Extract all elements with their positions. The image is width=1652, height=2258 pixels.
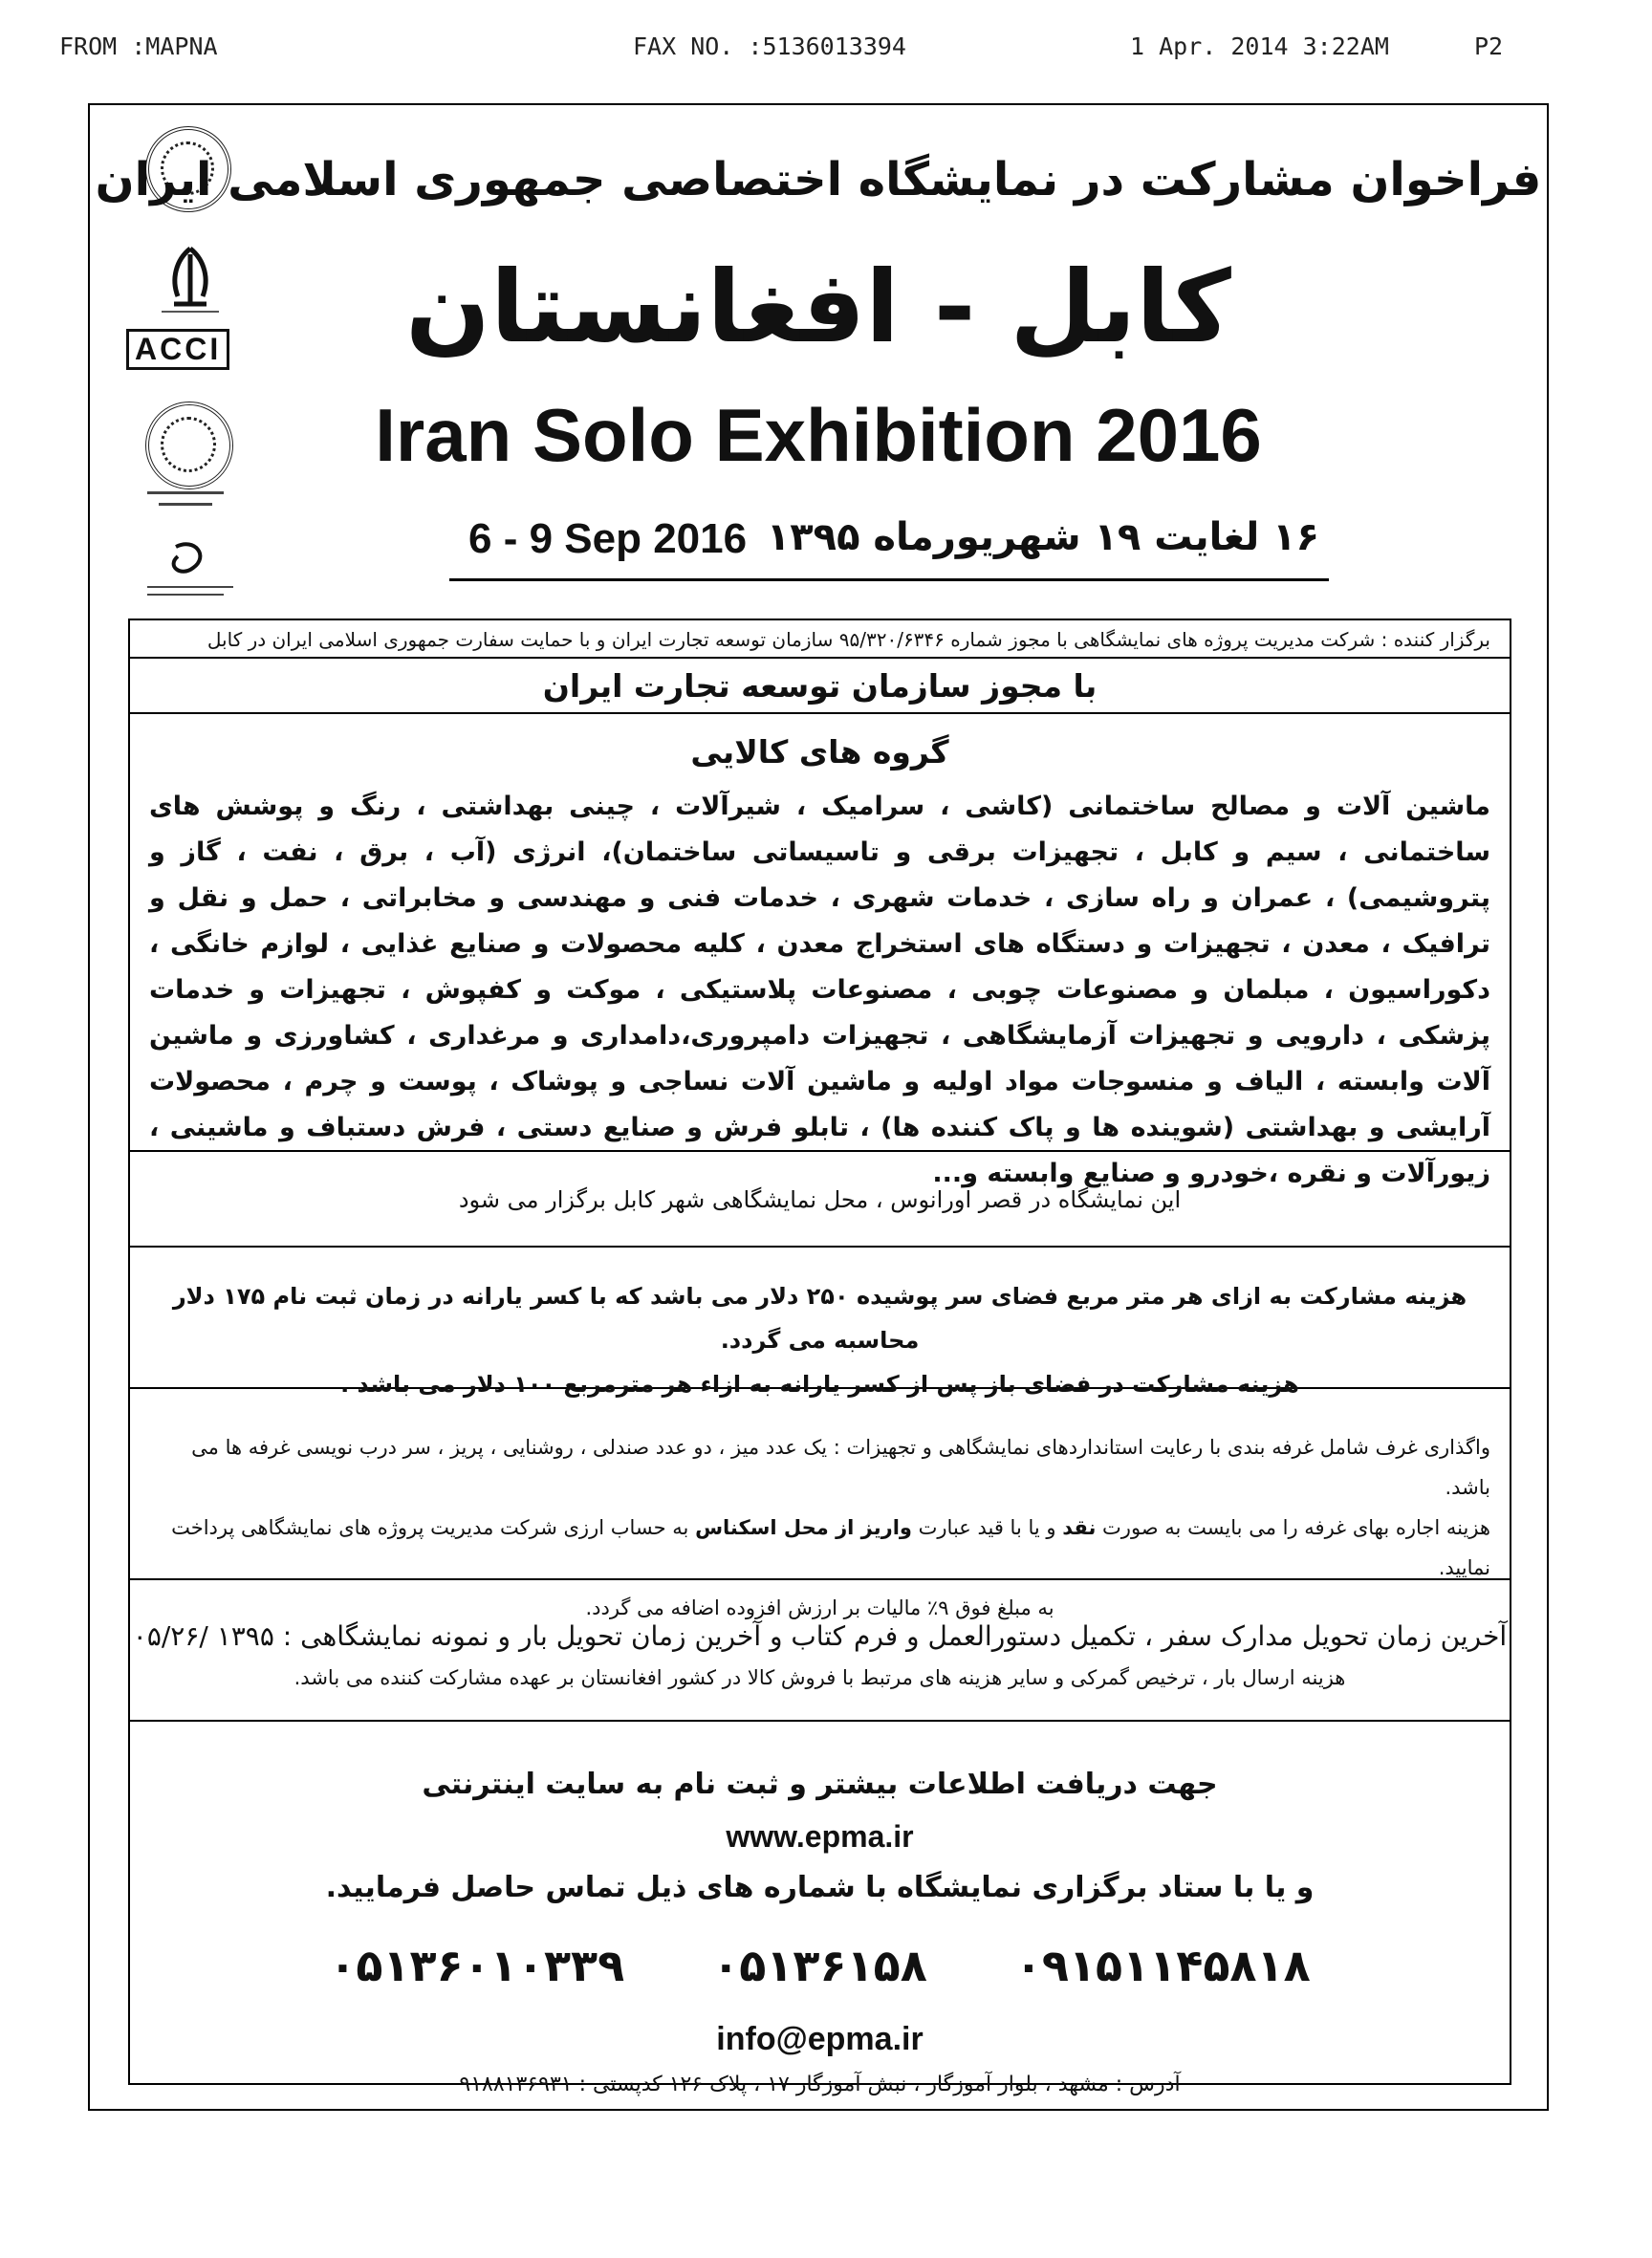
postal-address: آدرس : مشهد ، بلوار آموزگار ، نبش آموزگار ۱۷ ، پلاک ۱۲۶ کدپستی : ۹۱۸۸۱۳۶۹۳۱: [459, 2073, 1181, 2096]
booth-vat: به مبلغ فوق ۹٪ مالیات بر ارزش افزوده اضافه می گردد.: [585, 1596, 1054, 1619]
organizer-line: برگزار کننده : شرکت مدیریت پروژه های نمایشگاهی با مجوز شماره ۹۵/۳۲۰/۶۳۴۶ سازمان توسعه تجارت ایران و با حمایت سفارت جمهوری اسلامی ایران در کابل: [130, 620, 1510, 659]
fax-header: [59, 33, 1512, 67]
acci-logo: ACCI: [119, 329, 262, 386]
phone-number: ۰۹۱۵۱۱۴۵۸۱۸: [1014, 1940, 1311, 1991]
exhibition-dates: [449, 511, 1329, 581]
shipping-costs: هزینه ارسال بار ، ترخیص گمرکی و سایر هزینه های مرتبط با فروش کالا در کشور افغانستان بر عهده مشارکت کننده می باشد.: [293, 1666, 1346, 1689]
city-country-title: کابل - افغانستان: [405, 249, 1231, 365]
deadline-date: آخرین زمان تحویل مدارک سفر ، تکمیل دستورالعمل و فرم کتاب و آخرین زمان تحویل بار و نمونه نمایشگاهی : ۱۳۹۵ /۰۵/۲۶: [132, 1620, 1508, 1652]
company-logo-icon: [119, 537, 262, 614]
fax-from: FROM :MAPNA: [59, 33, 218, 60]
info-sections: [128, 619, 1511, 2096]
contact-intro: جهت دریافت اطلاعات بیشتر و ثبت نام به سایت اینترنتی: [422, 1768, 1218, 1801]
permit-line: با مجوز سازمان توسعه تجارت ایران: [130, 659, 1510, 714]
email-link[interactable]: info@epma.ir: [716, 2021, 924, 2057]
pricing-indoor: هزینه مشارکت به ازای هر متر مربع فضای سر پوشیده ۲۵۰ دلار می باشد که با کسر یارانه در زمان ثبت نام ۱۷۵ دلار محاسبه می گردد.: [172, 1283, 1467, 1354]
booth-payment: هزینه اجاره بهای غرفه را می بایست به صورت نقد و یا با قید عبارت واریز از محل اسکناس به حساب ارزی شرکت مدیریت پروژه های نمایشگاهی پرداخت نمایید.: [171, 1516, 1490, 1579]
booth-section: [130, 1389, 1510, 1619]
date-english: 6 - 9 Sep 2016: [468, 515, 748, 562]
document-frame: [88, 103, 1549, 2111]
pricing-outdoor: هزینه مشارکت در فضای باز پس از کسر یارانه به ازاء هر مترمربع ۱۰۰ دلار می باشد .: [340, 1371, 1299, 1398]
website-link[interactable]: www.epma.ir: [726, 1819, 914, 1854]
phone-numbers: [130, 1940, 1510, 2007]
phone-number: ۰۵۱۳۶۰۱۰۳۳۹: [329, 1940, 625, 1991]
product-groups-title: گروه های کالایی: [690, 733, 949, 771]
pricing-section: [130, 1248, 1510, 1398]
contact-section: [130, 1722, 1510, 2096]
product-groups-text: ماشین آلات و مصالح ساختمانی (کاشی ، سرامیک ، شیرآلات ، چینی بهداشتی ، رنگ و پوشش های ساختمانی ، سیم و کابل ، تجهیزات برقی و تاسیساتی ساختمان)، انرژی (آب ، برق ، نفت ، گاز و پتروشیمی) ، عمران و راه سازی ، خدمات شهری ، خدمات فنی و مهندسی و مخابراتی ، حمل و نقل و ترافیک ، معدن ، تجهیزات و دستگاه های استخراج معدن ، کلیه محصولات و صنایع غذایی ، لوازم خانگی ، دکوراسیون ، مبلمان و مصنوعات چوبی ، مصنوعات پلاستیکی ، موکت و کفپوش ، تجهیزات و خدمات پزشکی ، دارویی و تجهیزات آزمایشگاهی ، تجهیزات دامپروری،دامداری و مرغداری ، کشاورزی و ماشین آلات وابسته ، الیاف و منسوجات مواد اولیه و ماشین آلات نساجی و پوشاک ، پوست و چرم ، محصولات آرایشی و بهداشتی (شوینده ها و پاک کننده ها) ، تابلو فرش و صنایع دستی ، فرش دستباف و ماشینی ، زیورآلات و نقره ،خودرو و صنایع وابسته و...: [149, 792, 1490, 1188]
booth-equipment: واگذاری غرف شامل غرفه بندی با رعایت استانداردهای نمایشگاهی و تجهیزات : یک عدد میز ، دو عدد صندلی ، روشنایی ، پریز ، سر درب نویسی غرفه ها می باشد.: [191, 1436, 1490, 1499]
phone-number: ۰۵۱۳۶۱۵۸: [712, 1940, 927, 1991]
contact-phone-intro: و یا با ستاد برگزاری نمایشگاه با شماره های ذیل تماس حاصل فرمایید.: [325, 1871, 1315, 1904]
date-persian: ۱۶ لغایت ۱۹ شهریورماه ۱۳۹۵: [766, 515, 1319, 559]
call-title: فراخوان مشارکت در نمایشگاه اختصاصی جمهوری اسلامی ایران: [95, 153, 1542, 206]
fax-datetime: 1 Apr. 2014 3:22AM: [1130, 33, 1389, 60]
product-groups: [130, 714, 1510, 1188]
deadline-section: [130, 1580, 1510, 1722]
exhibition-name: Iran Solo Exhibition 2016: [375, 393, 1262, 477]
fax-page: P2: [1474, 33, 1504, 60]
fax-number: FAX NO. :5136013394: [633, 33, 906, 60]
venue-line: این نمایشگاه در قصر اورانوس ، محل نمایشگاهی شهر کابل برگزار می شود: [130, 1152, 1510, 1248]
